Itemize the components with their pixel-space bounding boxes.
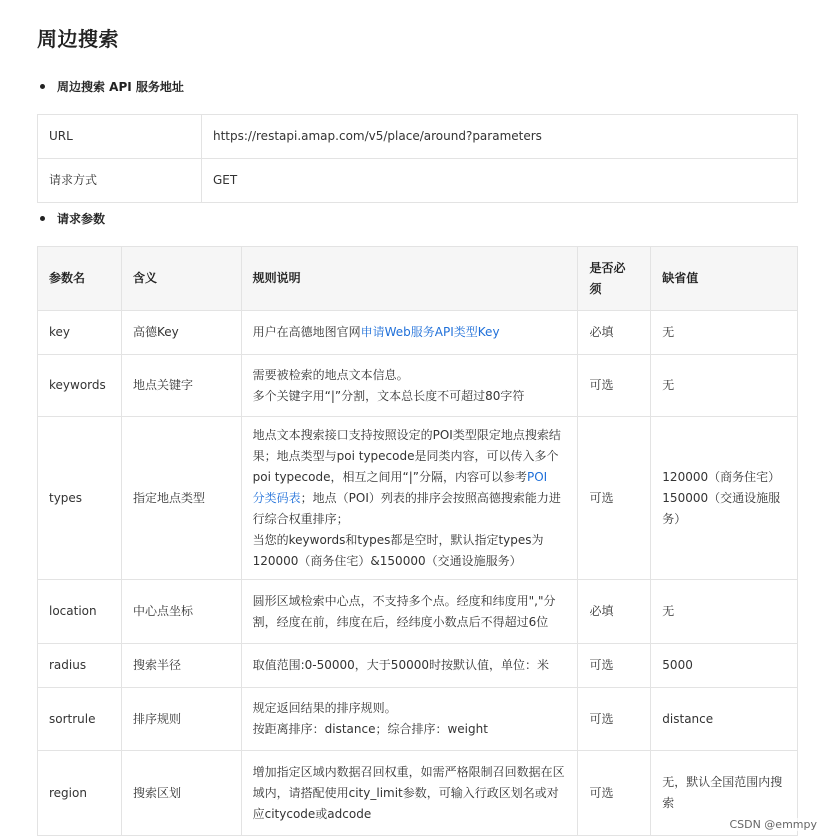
- param-default: 无: [651, 580, 798, 644]
- param-meaning: 搜索区划: [121, 751, 241, 836]
- param-default: 5000: [651, 644, 798, 688]
- table-row: [38, 580, 798, 644]
- param-rule-line: [253, 488, 567, 509]
- param-required: 可选: [578, 751, 651, 836]
- param-default: 无: [651, 355, 798, 417]
- param-name: keywords: [38, 355, 122, 417]
- param-rule: [241, 417, 578, 580]
- param-required: 可选: [578, 688, 651, 751]
- param-rule: [241, 751, 578, 836]
- header-meaning: 含义: [121, 247, 241, 311]
- param-default: [651, 417, 798, 580]
- header-default: 缺省值: [651, 247, 798, 311]
- param-required: 可选: [578, 355, 651, 417]
- param-rule-line: 行综合权重排序；: [252, 511, 349, 526]
- table-row: [38, 311, 798, 355]
- table-cell-value: https://restapi.amap.com/v5/place/around?parameters: [202, 115, 798, 159]
- param-rule-line: 120000（商务住宅）&150000（交通设施服务）: [252, 553, 522, 568]
- param-required: 可选: [578, 644, 651, 688]
- param-rule: [241, 688, 578, 751]
- params-table: [37, 246, 798, 836]
- param-rule-text: poi typecode，相互之间用“|”分隔，内容可以参考: [252, 469, 527, 484]
- param-default-line: 无，默认全国范围内搜: [662, 775, 783, 789]
- table-row: [38, 115, 798, 159]
- param-name: key: [38, 311, 122, 355]
- param-name: radius: [38, 644, 122, 688]
- section-request-params-label: 请求参数: [57, 212, 106, 226]
- section-service-address-label: 周边搜索 API 服务地址: [57, 80, 184, 94]
- param-default-line: 索: [662, 796, 675, 810]
- param-rule: [241, 580, 578, 644]
- poi-category-link[interactable]: POI: [526, 469, 548, 484]
- param-name: region: [38, 751, 122, 836]
- table-cell-label: URL: [38, 115, 202, 159]
- param-rule-line: 按距离排序：distance；综合排序：weight: [252, 722, 488, 736]
- param-meaning: 高德Key: [121, 311, 241, 355]
- param-name: types: [38, 417, 122, 580]
- param-meaning: 排序规则: [121, 688, 241, 751]
- param-rule-text: ；地点（POI）列表的排序会按照高德搜索能力进: [300, 490, 561, 505]
- param-rule-line: 圆形区域检索中心点，不支持多个点。经度和纬度用","分: [252, 593, 556, 608]
- header-required: [578, 247, 651, 311]
- table-row: [38, 355, 798, 417]
- param-rule-line: 应citycode或adcode: [252, 806, 372, 821]
- param-rule-line: 多个关键字用“|”分割，文本总长度不可超过80字符: [252, 388, 525, 403]
- param-meaning: 地点关键字: [121, 355, 241, 417]
- service-address-table: [37, 114, 798, 203]
- section-request-params: [37, 210, 105, 227]
- param-rule: [241, 311, 578, 355]
- param-rule-text: 用户在高德地图官网: [252, 325, 361, 339]
- param-rule-line: 增加指定区域内数据召回权重，如需严格限制召回数据在区: [252, 764, 565, 779]
- param-rule-line: [253, 467, 567, 488]
- param-required: 可选: [578, 417, 651, 580]
- bullet-dot-icon: [40, 84, 45, 89]
- page-title: 周边搜索: [37, 27, 119, 51]
- param-required: 必填: [578, 311, 651, 355]
- param-default: 无: [651, 311, 798, 355]
- table-row: [38, 644, 798, 688]
- header-required-line: 是否必: [589, 260, 626, 275]
- param-meaning: 指定地点类型: [121, 417, 241, 580]
- param-rule-line: 当您的keywords和types都是空时，默认指定types为: [252, 532, 544, 547]
- table-row: [38, 417, 798, 580]
- csdn-watermark: CSDN @emmpy: [729, 818, 817, 831]
- param-meaning: 中心点坐标: [121, 580, 241, 644]
- header-rule: 规则说明: [241, 247, 578, 311]
- param-rule-line: 域内，请搭配使用city_limit参数，可输入行政区划名或对: [252, 785, 559, 800]
- param-default-line: 150000（交通设施服: [662, 490, 781, 505]
- param-rule: 取值范围:0-50000，大于50000时按默认值，单位：米: [241, 644, 578, 688]
- param-default: distance: [651, 688, 798, 751]
- table-cell-value: GET: [202, 159, 798, 203]
- header-required-line: 须: [589, 281, 602, 296]
- param-name: sortrule: [38, 688, 122, 751]
- param-rule-line: 地点文本搜索接口支持按照设定的POI类型限定地点搜索结: [252, 427, 561, 442]
- param-rule: [241, 355, 578, 417]
- param-rule-line: 割，经度在前，纬度在后，经纬度小数点后不得超过6位: [252, 614, 549, 629]
- param-name: location: [38, 580, 122, 644]
- header-name: 参数名: [38, 247, 122, 311]
- section-service-address: [37, 78, 184, 95]
- param-required: 必填: [578, 580, 651, 644]
- table-cell-label: 请求方式: [38, 159, 202, 203]
- table-row: [38, 751, 798, 836]
- param-rule-line: 规定返回结果的排序规则。: [252, 701, 397, 715]
- apply-key-link[interactable]: 申请Web服务API类型Key: [360, 325, 500, 339]
- param-rule-line: 果；地点类型与poi typecode是同类内容，可以传入多个: [252, 448, 559, 463]
- param-meaning: 搜索半径: [121, 644, 241, 688]
- bullet-dot-icon: [40, 216, 45, 221]
- param-default-line: 120000（商务住宅）: [662, 469, 781, 484]
- param-rule-line: 需要被检索的地点文本信息。: [252, 367, 409, 382]
- table-header-row: [38, 247, 798, 311]
- table-row: [38, 159, 798, 203]
- param-default-line: 务）: [662, 511, 687, 526]
- table-row: [38, 688, 798, 751]
- poi-category-link[interactable]: 分类码表: [252, 490, 301, 505]
